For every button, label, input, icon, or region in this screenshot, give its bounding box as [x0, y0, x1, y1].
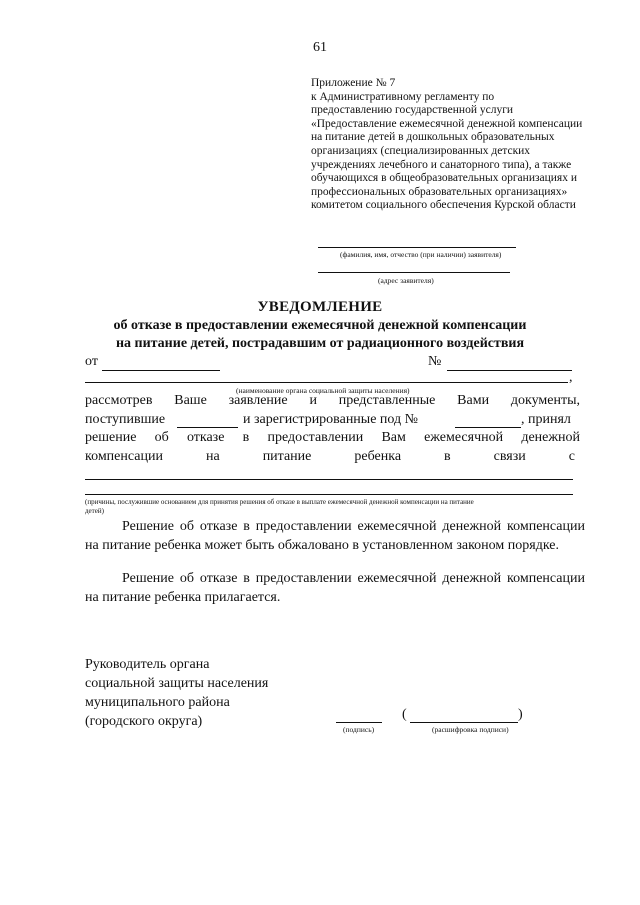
word: ребенка	[354, 449, 402, 464]
applicant-name-caption: (фамилия, имя, отчество (при наличии) заявителя)	[340, 250, 502, 259]
notice-title: УВЕДОМЛЕНИЕ	[257, 299, 383, 315]
appendix-line: «Предоставление ежемесячной денежной компенсации	[311, 117, 583, 130]
appendix-line: предоставлению государственной услуги	[311, 104, 514, 117]
word: заявление	[228, 393, 288, 408]
signatory-line: социальной защиты населения	[85, 676, 269, 691]
received-date-field[interactable]	[177, 427, 238, 428]
organ-line-comma: ,	[569, 370, 573, 385]
word: об	[154, 430, 169, 445]
word: Вам	[381, 430, 406, 445]
signatory-line: (городского округа)	[85, 714, 203, 729]
date-field[interactable]	[102, 370, 220, 371]
reasons-caption-line1: (причины, послужившие основанием для принятия решения об отказе в выплате ежемесячной денежной компенсации на питание	[85, 498, 474, 506]
signatory-line: Руководитель органа	[85, 657, 210, 672]
word: Ваше	[174, 393, 207, 408]
word: документы,	[510, 393, 581, 408]
word: предоставлении	[267, 430, 364, 445]
number-label: №	[428, 354, 442, 369]
signatory-title	[85, 655, 268, 731]
notice-subtitle-line1: об отказе в предоставлении ежемесячной денежной компенсации	[113, 318, 527, 333]
reason-field-line-1[interactable]	[85, 479, 573, 480]
appendix-line: обучающихся в общеобразовательных организациях и	[311, 172, 577, 185]
appendix-line: организациях (специализированных детских	[311, 144, 531, 157]
word: питание	[262, 449, 312, 464]
body-line-2-middle: и зарегистрированные под №	[243, 412, 418, 427]
word: с	[568, 449, 575, 464]
word: решение	[85, 430, 137, 445]
from-label: от	[85, 354, 98, 369]
word: ежемесячной	[424, 430, 504, 445]
organ-name-field[interactable]	[85, 382, 568, 383]
appendix-line: учреждениях лечебного и санаторного типа), а также	[311, 158, 572, 171]
appendix-line: на питание детей в дошкольных образовательных	[311, 131, 555, 144]
body-line-1	[85, 393, 580, 409]
reasons-caption-line2: детей)	[85, 507, 104, 515]
word: рассмотрев	[85, 393, 153, 408]
applicant-address-field[interactable]	[318, 272, 510, 273]
reason-field-line-2[interactable]	[85, 494, 573, 495]
word: на	[205, 449, 220, 464]
page-number: 61	[313, 40, 327, 55]
appeal-paragraph: Решение об отказе в предоставлении ежемесячной денежной компенсации на питание ребенка может быть обжаловано в установленном законом порядке.	[85, 519, 585, 553]
applicant-address-caption: (адрес заявителя)	[378, 276, 434, 285]
appendix-line: к Административному регламенту по	[311, 90, 495, 103]
word: компенсации	[85, 449, 163, 464]
decoding-open-paren: (	[402, 707, 407, 722]
word: в	[242, 430, 250, 445]
appendix-line: профессиональных образовательных организациях»	[311, 185, 568, 198]
word: отказе	[186, 430, 225, 445]
appendix-line: Приложение № 7	[311, 77, 396, 89]
attachment-paragraph: Решение об отказе в предоставлении ежемесячной денежной компенсации на питание ребенка прилагается.	[85, 571, 585, 605]
decoding-close-paren: )	[518, 707, 523, 722]
body-line-2-end: , принял	[521, 412, 571, 427]
appendix-header	[311, 77, 611, 213]
word: Вами	[457, 393, 490, 408]
word: в	[444, 449, 451, 464]
body-line-2-start: поступившие	[85, 412, 166, 427]
registration-number-field[interactable]	[455, 427, 521, 428]
word: представленные	[338, 393, 436, 408]
organ-name-caption: (наименование органа социальной защиты населения)	[236, 386, 410, 395]
appendix-line: комитетом социального обеспечения Курской области	[311, 199, 576, 212]
word: и	[309, 393, 317, 408]
word: связи	[493, 449, 526, 464]
word: денежной	[521, 430, 581, 445]
decoding-caption: (расшифровка подписи)	[432, 725, 509, 734]
signature-caption: (подпись)	[343, 725, 375, 734]
signature-field[interactable]	[336, 722, 382, 723]
notice-number-field[interactable]	[447, 370, 572, 371]
body-line-3	[85, 430, 580, 446]
signature-decoding-field[interactable]	[410, 722, 518, 723]
notice-subtitle-line2: на питание детей, пострадавшим от радиационного воздействия	[115, 336, 525, 351]
signatory-line: муниципального района	[85, 695, 230, 710]
applicant-name-field[interactable]	[318, 247, 516, 248]
body-line-4	[85, 449, 575, 465]
